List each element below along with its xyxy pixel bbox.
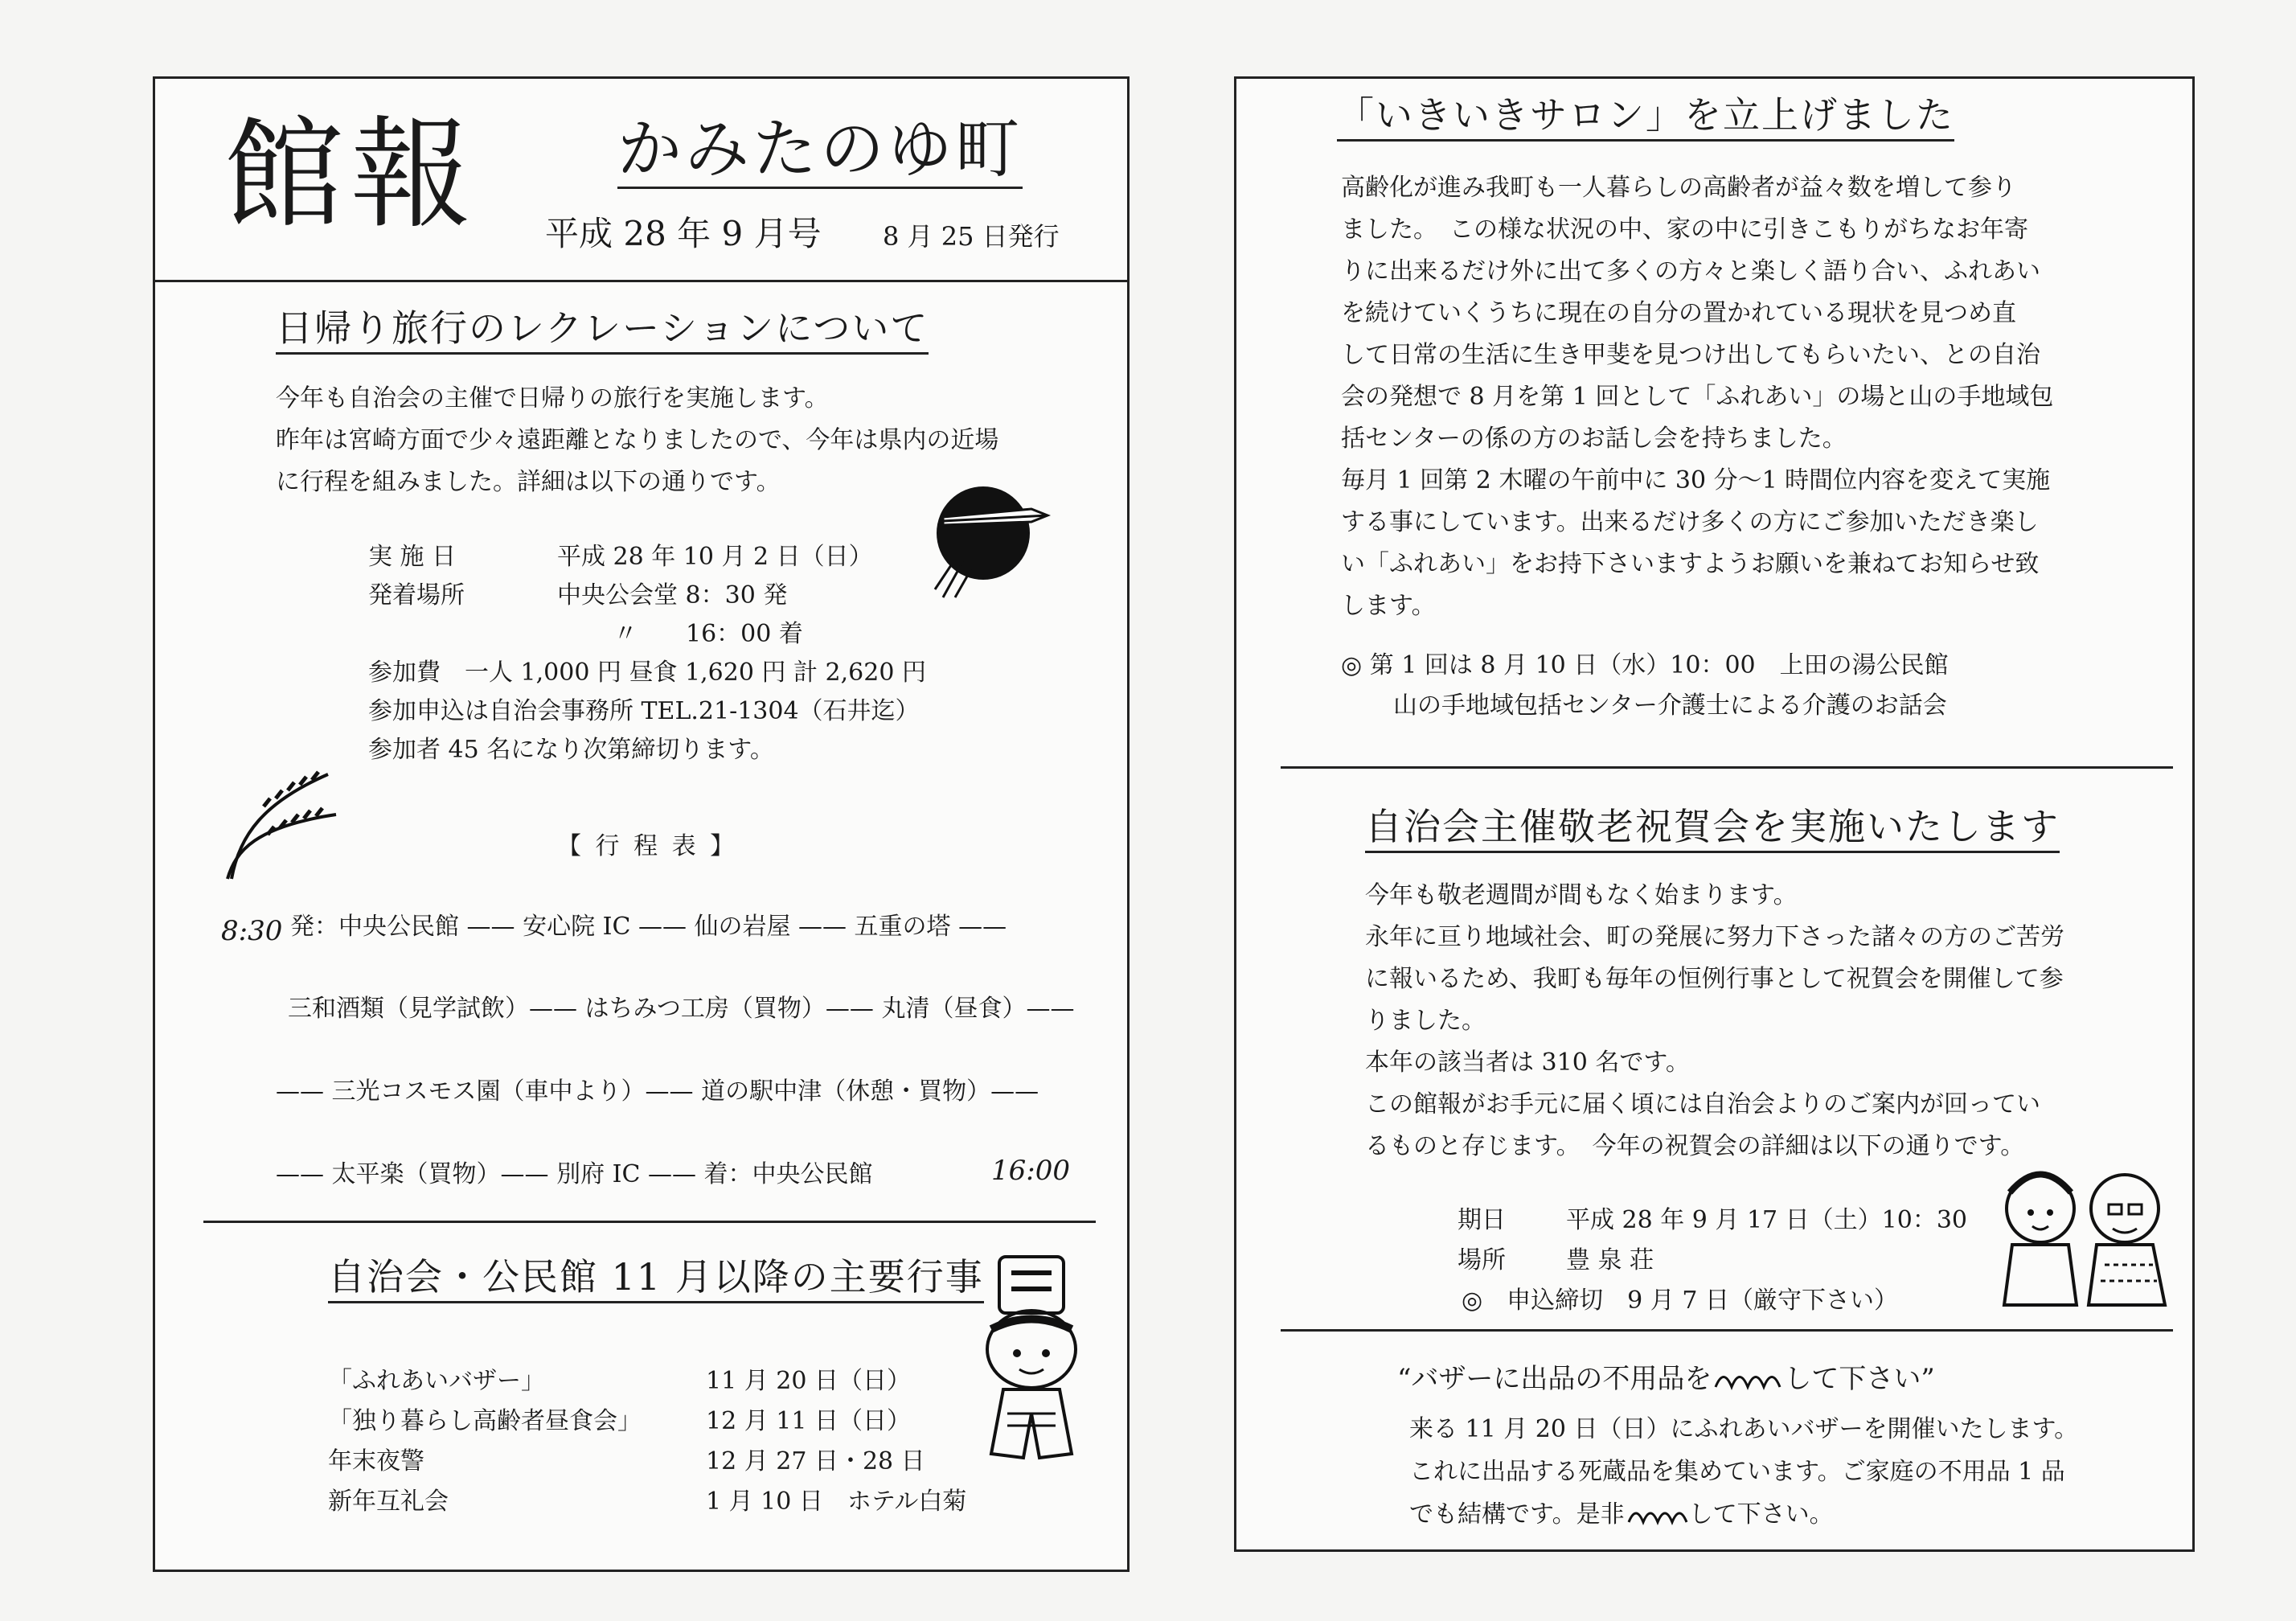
schedule-row: 三和酒類（見学試飲）—— はちみつ工房（買物）—— 丸清（昼食）—— [288,995,1075,1023]
salon-line: 高齢化が進み我町も一人暮らしの高齢者が益々数を増して参り [1341,174,2016,202]
rice-plant-illustration [215,738,344,883]
salon-line: します。 [1341,592,1436,620]
salon-heading: 「いきいきサロン」を立上げました [1337,95,1954,142]
trip-arrival-value: 〃 16：00 着 [613,620,803,648]
keiro-heading: 自治会主催敬老祝賀会を実施いたします [1365,806,2060,853]
schedule-start-time: 8:30 [221,915,283,947]
trip-intro [276,378,998,503]
keiro-place-label: 場所 [1458,1246,1506,1274]
bazaar-line-text: でも結構です。是非 [1409,1500,1625,1529]
schedule-end-time: 16:00 [991,1155,1070,1187]
keiro-line: 今年も敬老週間が間もなく始まります。 [1365,881,1798,909]
bazaar-heading-end: して下さい” [1784,1363,1935,1395]
salon-line: 会の発想で 8 月を第 1 回として「ふれあい」の場と山の手地域包 [1341,383,2054,411]
bazaar-line-text-end: して下さい。 [1688,1500,1834,1529]
section-divider [1281,766,2173,769]
bazaar-line-start [1409,1500,1834,1529]
keiro-body [1365,875,2064,1168]
event-date: 12 月 11 日（日） [706,1407,911,1435]
event-name: 年末夜警 [328,1447,424,1475]
event-name: 新年互礼会 [328,1488,449,1516]
trip-intro-line: に行程を組みました。詳細は以下の通りです。 [276,468,781,496]
keiro-line: るものと存じます。 今年の祝賀会の詳細は以下の通りです。 [1365,1132,2025,1160]
section-divider [203,1221,1096,1223]
salon-line: い「ふれあい」をお持下さいますようお願いを兼ねてお知らせ致 [1341,550,2040,578]
salon-line: 毎月 1 回第 2 木曜の午前中に 30 分～1 時間位内容を変えて実施 [1341,466,2051,495]
event-date: 11 月 20 日（日） [706,1367,911,1395]
salon-line: する事にしています。出来るだけ多くの方にご参加いただき楽し [1341,508,2039,536]
right-page [1234,76,2195,1552]
keiro-line: りました。 [1365,1007,1486,1035]
masthead-published-date: 8 月 25 日発行 [883,221,1060,252]
trip-intro-line: 昨年は宮崎方面で少々遠距離となりましたので、今年は県内の近場 [276,426,999,454]
trip-departure-value: 中央公会堂 8：30 発 [557,581,788,609]
trip-departure-label: 発着場所 [368,581,465,609]
masthead-divider [155,280,1128,282]
trip-heading: 日帰り旅行のレクレーションについて [276,308,929,355]
salon-line: を続けていくうちに現在の自分の置かれている現状を見つめ直 [1341,299,2016,327]
trip-fee: 参加費 一人 1,000 円 昼食 1,620 円 計 2,620 円 [368,659,926,687]
event-name: 「独り暮らし高齢者昼食会」 [328,1407,642,1435]
bazaar-line: 来る 11 月 20 日（日）にふれあいバザーを開催いたします。 [1409,1415,2079,1443]
event-name: 「ふれあいバザー」 [328,1367,545,1395]
keiro-line: 本年の該当者は 310 名です。 [1365,1049,1690,1077]
schedule-row: 発：中央公民館 —— 安心院 IC —— 仙の岩屋 —— 五重の塔 —— [290,913,1007,941]
keiro-place-value: 豊 泉 荘 [1566,1246,1654,1274]
trip-apply: 参加申込は自治会事務所 TEL.21-1304（石井迄） [368,697,920,725]
trip-date-label: 実 施 日 [368,543,457,571]
keiro-line: この館報がお手元に届く頃には自治会よりのご案内が回ってい [1365,1090,2040,1118]
keiro-line: 永年に亘り地域社会、町の発展に努力下さった諸々の方のご苦労 [1365,923,2064,951]
schedule-row: —— 三光コスモス園（車中より）—— 道の駅中津（休憩・買物）—— [276,1077,1039,1106]
keiro-date-value: 平成 28 年 9 月 17 日（土）10：30 [1566,1206,1967,1234]
salon-line: 括センターの係の方のお話し会を持ちました。 [1341,425,1847,453]
keiro-date-label: 期日 [1458,1206,1506,1234]
salon-note-first-session: ◎ 第 1 回は 8 月 10 日（水）10：00 上田の湯公民館 [1341,651,1949,679]
bazaar-heading [1397,1365,1935,1394]
elderly-couple-illustration [1992,1160,2177,1313]
keiro-deadline: ◎ 申込締切 9 月 7 日（厳守下さい） [1462,1287,1898,1315]
masthead-issue: 平成 28 年 9 月号 [545,214,822,253]
salon-line: りに出来るだけ外に出て多くの方々と楽しく語り合い、ふれあい [1341,257,2040,285]
festival-child-illustration [967,1253,1104,1494]
masthead-title: 館報 [223,105,478,245]
salon-body [1341,167,2053,627]
salon-line: ました。 この様な状況の中、家の中に引きこもりがちなお年寄 [1341,215,2028,244]
trip-limit: 参加者 45 名になり次第締切ります。 [368,736,774,764]
salon-note-talk: 山の手地域包括センター介護士による介護のお話会 [1393,691,1947,720]
handwritten-correction-mark [1712,1367,1784,1394]
bazaar-line: これに出品する死蔵品を集めています。ご家庭の不用品 1 品 [1409,1458,2065,1486]
bazaar-heading-start: “バザーに出品の不用品を [1397,1363,1712,1395]
salon-line: して日常の生活に生き甲斐を見つけ出してもらいたい、との自治 [1341,341,2040,369]
section-divider [1281,1329,2173,1332]
schedule-title: 【 行 程 表 】 [557,832,738,860]
trip-date-value: 平成 28 年 10 月 2 日（日） [557,543,873,571]
event-date: 12 月 27 日・28 日 [706,1447,925,1475]
events-heading: 自治会・公民館 11 月以降の主要行事 [328,1257,984,1303]
left-page [153,76,1130,1572]
moon-dragonfly-illustration [927,477,1048,622]
keiro-line: に報いるため、我町も毎年の恒例行事として祝賀会を開催して参 [1365,965,2064,993]
event-date: 1 月 10 日 ホテル白菊 [706,1488,967,1516]
trip-intro-line: 今年も自治会の主催で日帰りの旅行を実施します。 [276,384,829,412]
handwritten-correction-mark [1625,1503,1689,1529]
schedule-row: —— 太平楽（買物）—— 別府 IC —— 着：中央公民館 [276,1160,873,1188]
masthead-town: かみたのゆ町 [617,117,1023,189]
